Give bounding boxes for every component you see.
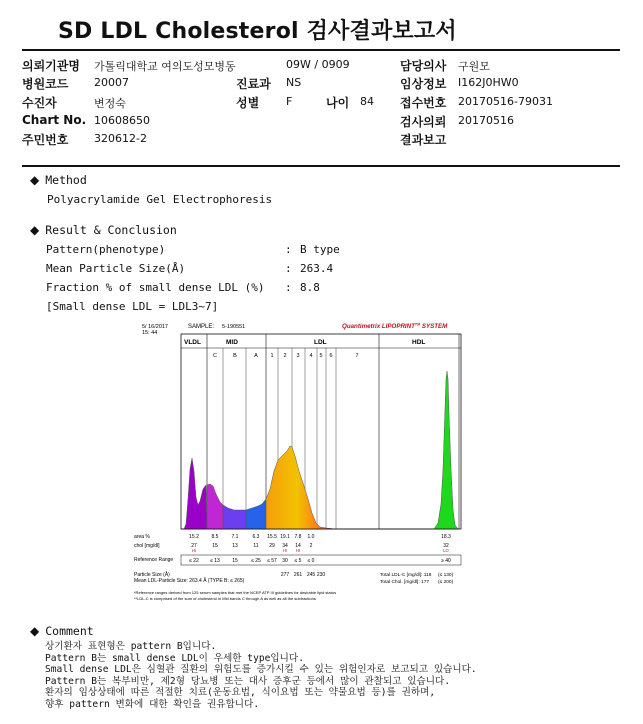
row-label-chol: chol [mg/dl] [134, 543, 160, 549]
area-percent-cell: 18.3 [441, 534, 451, 540]
id-label: 주민번호 [22, 133, 69, 147]
chol-cell: 2 [309, 543, 313, 549]
area-percent-cell: 15.5 [267, 534, 277, 540]
area-percent-cell: 15.2 [189, 534, 199, 540]
report-title: SD LDL Cholesterol 검사결과보고서 [58, 19, 457, 44]
chol-flag-cell: LO [443, 548, 449, 553]
chol-cell: 15 [212, 543, 218, 549]
patient-header [0, 56, 643, 146]
clinical-info-value: I162J0HW0 [458, 76, 519, 89]
band-label-b: B [233, 353, 237, 359]
small-dense-note: [Small dense LDL = LDL3~7] [46, 300, 219, 313]
chol-cell: 11 [253, 543, 259, 549]
pattern-label: Pattern(phenotype) [46, 243, 166, 256]
total-ldl: Total LDL-C [mg/dl]: 118 [380, 573, 432, 578]
comment-line: Pattern B는 small dense LDL이 우세한 type입니다. [45, 652, 304, 664]
receipt-value: 20170516-79031 [458, 95, 553, 108]
chart-time: 15: 44 [142, 330, 158, 336]
age-value: 84 [360, 95, 374, 108]
group-label-vldl: VLDL [184, 339, 201, 346]
dept-value: NS [286, 76, 302, 89]
row-label-area: area % [134, 534, 150, 540]
reference-range-cell: ≥ 40 [441, 558, 451, 564]
reference-range-cell: ≤ 57 [267, 558, 277, 564]
footnote-1: *Reference ranges derived from 125 serum samples that met the NCEP ATP III guidelines for desirable lipid status [134, 590, 337, 595]
band-label-a: A [254, 353, 258, 359]
diamond-bullet-icon: ◆ [30, 624, 40, 638]
footnote-2: **LDL-C is comprised of the sum of cholesterol in Mid bands C through A as well as all the subfractions [134, 596, 316, 601]
institution-value: 가톨릭대학교 여의도성모병동 [94, 60, 236, 73]
area-percent-cell: 6.3 [252, 534, 260, 540]
reference-range-cell: ≤ 25 [251, 558, 261, 564]
hospital-code-label: 병원코드 [22, 77, 69, 91]
receipt-label: 접수번호 [400, 96, 447, 110]
chol-cell: 14 [295, 543, 301, 549]
fraction-value: 8.8 [300, 281, 320, 294]
hospital-code-value: 20007 [94, 76, 129, 89]
band-label-7: 7 [355, 353, 359, 359]
diamond-bullet-icon: ◆ [30, 223, 40, 237]
reference-range-cell: ≤ 0 [307, 558, 315, 564]
request-label: 검사의뢰 [400, 115, 447, 129]
group-label-mid: MID [226, 339, 238, 346]
sample-value: 5-190551 [222, 324, 246, 330]
chol-cell: 27 [191, 543, 197, 549]
reference-range-cell: 15 [232, 558, 238, 564]
chol-flag-cell: HI [282, 548, 288, 553]
brand-name: Quantimetrix LIPOPRINT™ SYSTEM [342, 322, 448, 330]
doctor-label: 담당의사 [400, 59, 447, 73]
colon: : [285, 281, 292, 294]
reference-range-cell: 30 [282, 558, 288, 564]
diamond-bullet-icon: ◆ [30, 173, 40, 187]
reference-range-cell: ≤ 5 [294, 558, 302, 564]
particle-size-cell: 230 [316, 572, 326, 578]
chol-cell: 32 [443, 543, 449, 549]
reference-range-cell: ≤ 22 [189, 558, 199, 564]
patient-label: 수진자 [22, 96, 57, 110]
chol-cell: 34 [282, 543, 288, 549]
colon: : [285, 243, 292, 256]
comment-line: Small dense LDL은 심혈관 질환의 위험도를 증가시킬 수 있는 위험인자로 보고되고 있습니다. [45, 664, 477, 676]
report-label: 결과보고 [400, 133, 447, 147]
area-percent-cell: 19.1 [280, 534, 290, 540]
chol-flag-cell: HI [295, 548, 301, 553]
method-text: Polyacrylamide Gel Electrophoresis [47, 193, 273, 206]
area-percent-cell: 8.5 [211, 534, 219, 540]
title-divider [22, 49, 620, 51]
row-label-ref: Reference Range [134, 557, 174, 563]
band-label-5: 5 [319, 353, 323, 359]
sex-value: F [286, 95, 293, 108]
request-value: 20170516 [458, 114, 514, 127]
sample-label: SAMPLE: [188, 324, 215, 330]
reference-range-cell: ≤ 13 [210, 558, 220, 564]
comment-line: 향후 pattern 변화에 대한 확인을 권유합니다. [45, 698, 260, 710]
comment-line: 환자의 임상상태에 따른 적절한 치료(운동요법, 식이요법 또는 약물요법 등)를 권하며, [45, 687, 436, 699]
chol-cell: 29 [269, 543, 275, 549]
group-label-hdl: HDL [412, 339, 426, 346]
particle-size-value: 263.4 [300, 262, 334, 275]
dept-label: 진료과 [236, 77, 271, 91]
particle-size-label: Mean Particle Size(Å) [46, 262, 186, 275]
band-label-3: 3 [296, 353, 300, 359]
result-heading: ◆ Result & Conclusion [30, 223, 177, 237]
row-label-size: Particle Size (Å) [134, 572, 170, 578]
age-label: 나이 [326, 96, 350, 110]
chart-no-value: 10608650 [94, 114, 150, 127]
band-label-1: 1 [270, 353, 274, 359]
method-heading: ◆ Method [30, 173, 87, 187]
band-label-c: C [213, 353, 217, 359]
particle-size-cell: 261 [293, 572, 303, 578]
institution-label: 의뢰기관명 [22, 59, 80, 73]
comment-heading: ◆ Comment [30, 624, 94, 638]
comment-body [45, 641, 635, 711]
chart-no-label: Chart No. [22, 113, 87, 127]
area-percent-cell: 7.1 [231, 534, 239, 540]
band-label-6: 6 [329, 353, 333, 359]
total-chol-ref: (≤ 200) [438, 580, 454, 585]
doctor-value: 구원모 [458, 60, 490, 73]
group-label-ldl: LDL [314, 339, 327, 346]
comment-line: 상기환자 표현형은 pattern B입니다. [45, 641, 217, 652]
clinical-info-label: 임상정보 [400, 77, 447, 91]
total-chol: Total Chol. [mg/dl]: 177 [380, 580, 430, 585]
mean-ldl-size: Mean LDL-Particle Size: 263.4 Å (TYPE B: ≤ 265) [134, 578, 245, 584]
sex-label: 성별 [236, 96, 260, 110]
comment-line: Pattern B는 복부비만, 제2형 당뇨병 또는 대사 증후군 등에서 많이 관찰되고 있습니다. [45, 675, 451, 687]
area-percent-cell: 7.8 [294, 534, 302, 540]
lipoprint-chart [132, 319, 462, 607]
fraction-label: Fraction % of small dense LDL (%) [46, 281, 265, 294]
chol-cell: 13 [232, 543, 238, 549]
particle-size-cell: 277 [280, 572, 290, 578]
ward-code-value: 09W / 0909 [286, 58, 350, 71]
particle-size-cell: 245 [306, 572, 316, 578]
pattern-value: B type [300, 243, 340, 256]
band-label-2: 2 [283, 353, 287, 359]
area-percent-cell: 1.0 [307, 534, 315, 540]
patient-value: 변정숙 [94, 97, 126, 110]
chol-flag-cell: HI [191, 548, 197, 553]
band-label-4: 4 [309, 353, 313, 359]
chart-date: 5/ 16/2017 [142, 324, 168, 330]
colon: : [285, 262, 292, 275]
id-value: 320612-2 [94, 132, 147, 145]
header-divider [22, 165, 620, 167]
total-ldl-ref: (≤ 130) [438, 573, 454, 578]
